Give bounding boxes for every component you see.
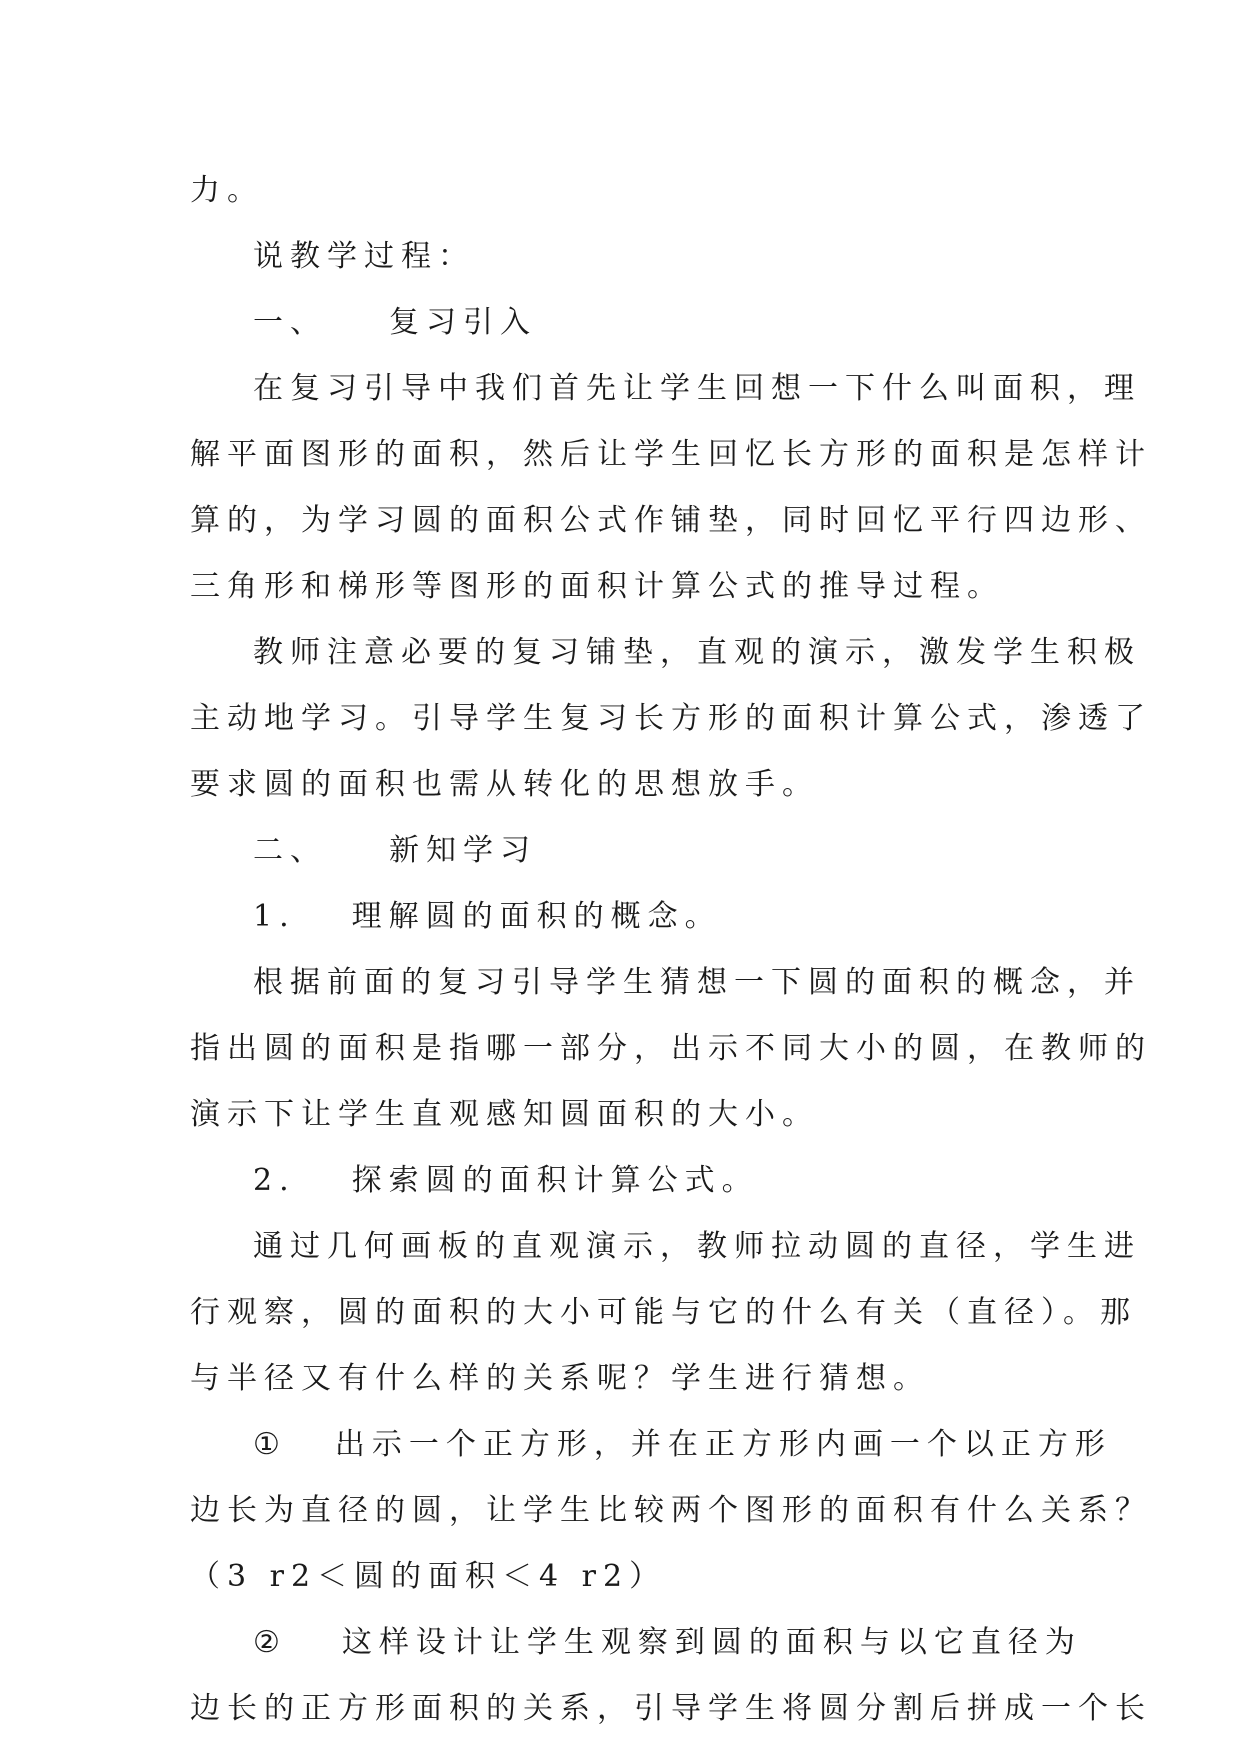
- list-item-1: [190, 884, 1050, 950]
- text-line: 根据前面的复习引导学生猜想一下圆的面积的概念，并: [253, 965, 1141, 1000]
- circled-number: ①: [253, 1427, 287, 1462]
- text-line: 三角形和梯形等图形的面积计算公式的推导过程。: [190, 569, 1004, 604]
- item-text: 出示一个正方形，并在正方形内画一个以正方形: [334, 1427, 1112, 1462]
- text-line: 主动地学习。引导学生复习长方形的面积计算公式，渗透了: [190, 701, 1152, 736]
- circled-number: ②: [253, 1625, 287, 1660]
- section-title: 新知学习: [389, 833, 537, 868]
- list-item-2: [190, 1148, 1050, 1214]
- text-line: 在复习引导中我们首先让学生回想一下什么叫面积，理: [253, 371, 1141, 406]
- section-title: 复习引入: [389, 305, 537, 340]
- text-line: 演示下让学生直观感知圆面积的大小。: [190, 1097, 819, 1132]
- text-line: 边长的正方形面积的关系，引导学生将圆分割后拼成一个长: [190, 1691, 1152, 1726]
- circled-item-1: [190, 1412, 1112, 1478]
- text-line: 力。: [190, 173, 264, 208]
- text-line: 通过几何画板的直观演示，教师拉动圆的直径，学生进: [253, 1229, 1141, 1264]
- item-title: 探索圆的面积计算公式。: [351, 1163, 759, 1198]
- item-number: 2.: [253, 1163, 296, 1198]
- section-heading: 说教学过程：: [253, 239, 475, 274]
- document-body: [190, 158, 1152, 1742]
- circled-item-2: [190, 1610, 1082, 1676]
- section-number: 二、: [253, 833, 327, 868]
- text-line: 与半径又有什么样的关系呢？学生进行猜想。: [190, 1361, 930, 1396]
- text-line: 教师注意必要的复习铺垫，直观的演示，激发学生积极: [253, 635, 1141, 670]
- item-text: 这样设计让学生观察到圆的面积与以它直径为: [341, 1625, 1082, 1660]
- text-line: 解平面图形的面积，然后让学生回忆长方形的面积是怎样计: [190, 437, 1152, 472]
- item-title: 理解圆的面积的概念。: [351, 899, 722, 934]
- text-line: 算的，为学习圆的面积公式作铺垫，同时回忆平行四边形、: [190, 503, 1152, 538]
- text-line: 指出圆的面积是指哪一部分，出示不同大小的圆，在教师的: [190, 1031, 1152, 1066]
- item-number: 1.: [253, 899, 296, 934]
- text-line: 要求圆的面积也需从转化的思想放手。: [190, 767, 819, 802]
- section-heading-2: [190, 818, 1050, 884]
- section-heading-1: [190, 290, 1050, 356]
- text-line: 边长为直径的圆，让学生比较两个图形的面积有什么关系？: [190, 1493, 1152, 1528]
- text-line: 行观察，圆的面积的大小可能与它的什么有关（直径）。那: [190, 1295, 1137, 1330]
- section-number: 一、: [253, 305, 327, 340]
- formula-line: （3 r2＜圆的面积＜4 r2）: [190, 1559, 667, 1594]
